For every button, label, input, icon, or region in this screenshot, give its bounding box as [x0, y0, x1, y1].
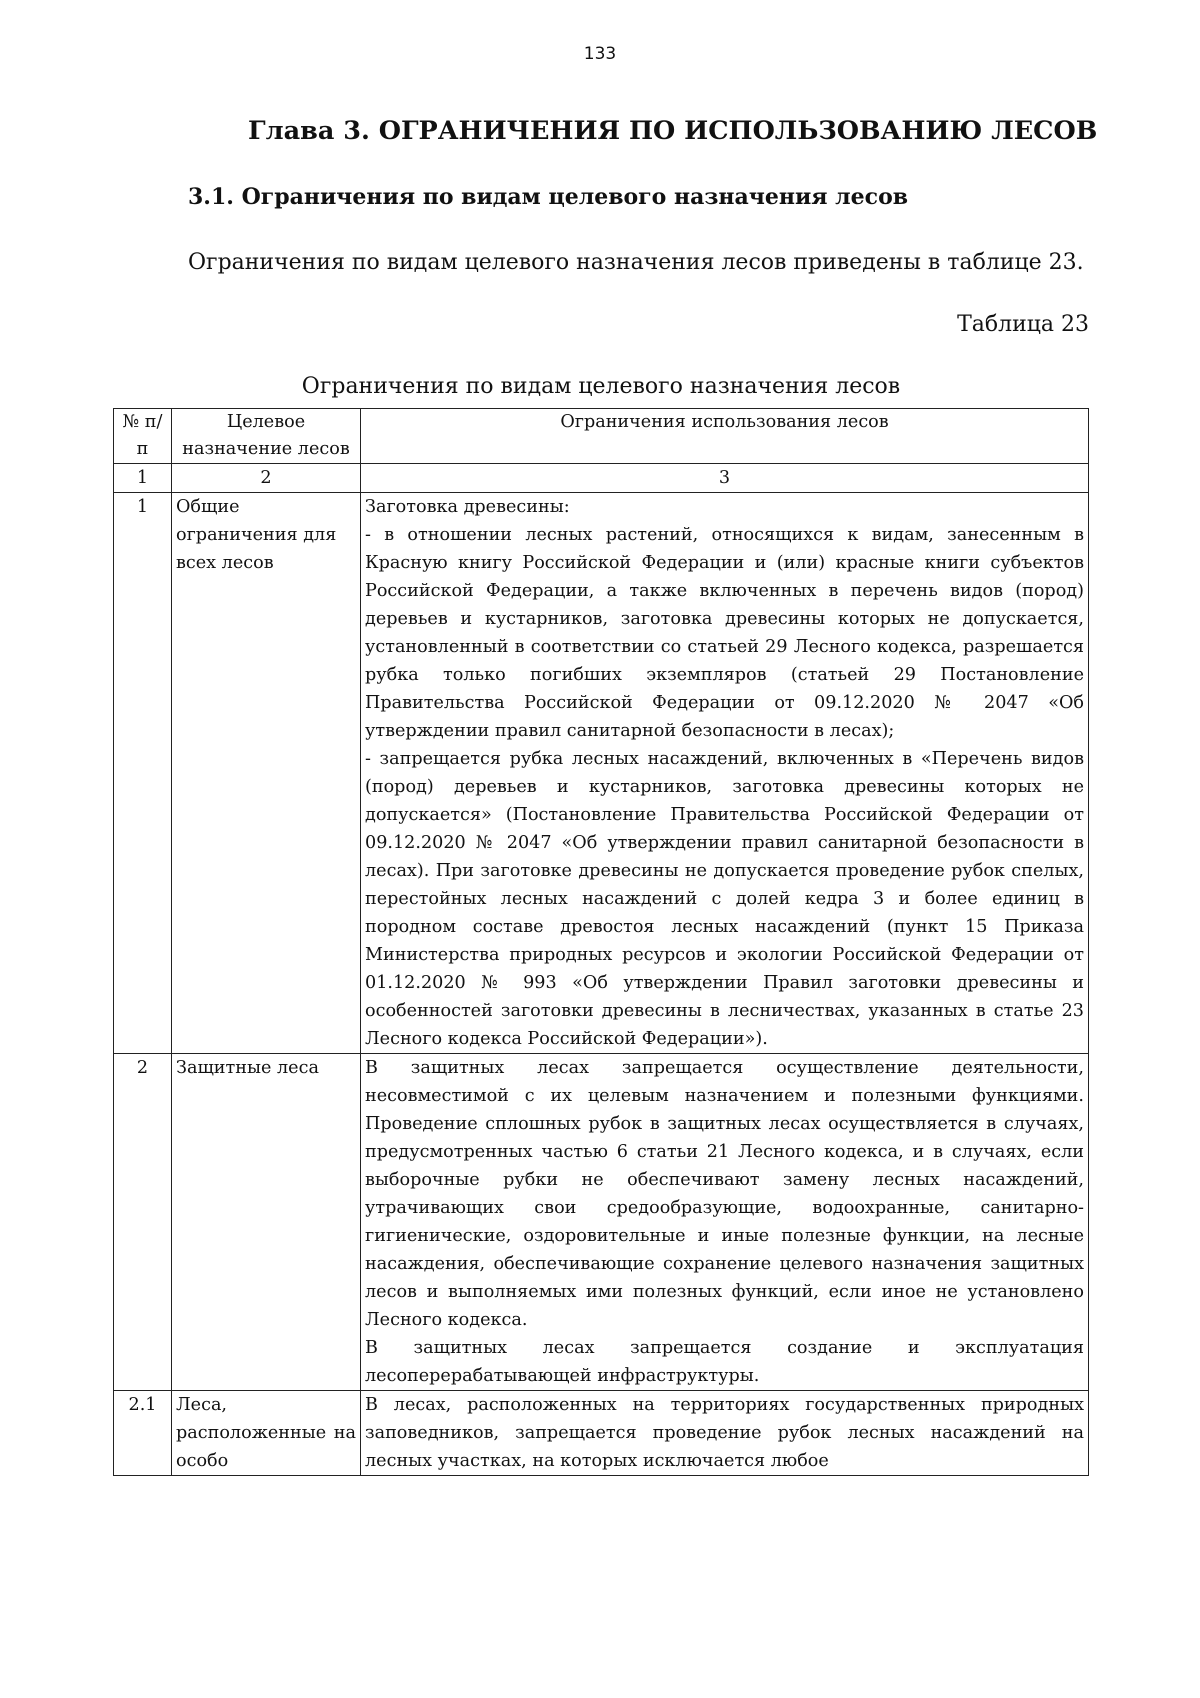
restriction-paragraph: Заготовка древесины:	[365, 497, 570, 517]
restriction-paragraph: - в отношении лесных растений, относящихся к видам, занесенным в Красную книгу Российской Федерации и (или) красные книги субъектов Российской Федерации, а также включенных в перечень видов (пород) деревьев и кустарников, заготовка древесины которых не допускается, установленный в соответствии со статьей 29 Лесного кодекса, разрешается рубка только погибших экземпляров (статьей 29 Постановление Правительства Российской Федерации от 09.12.2020 № 2047 «Об утверждении правил санитарной безопасности в лесах);	[365, 525, 1084, 741]
row-purpose-text: Леса, расположенные на особо	[176, 1395, 356, 1471]
header-restrictions: Ограничения использования лесов	[361, 409, 1089, 464]
column-number: 2	[172, 464, 361, 493]
page-number: 133	[583, 44, 617, 64]
intro-paragraph: Ограничения по видам целевого назначения лесов приведены в таблице 23.	[188, 250, 1084, 275]
restriction-paragraph: В защитных лесах запрещается осуществление деятельности, несовместимой с их целевым назначением и полезными функциями. Проведение сплошных рубок в защитных лесах осуществляется в случаях, предусмотренных частью 6 статьи 21 Лесного кодекса, и в случаях, если выборочные рубки не обеспечивают замену лесных насаждений, утрачивающих свои средообразующие, водоохранные, санитарно-гигиенические, оздоровительные и иные полезные функции, на лесные насаждения, обеспечивающие сохранение целевого назначения защитных лесов и выполняемых ими полезных функций, если иное не установлено Лесного кодекса.	[365, 1058, 1084, 1330]
restriction-paragraph: В лесах, расположенных на территориях государственных природных заповедников, запрещается проведение рубок лесных насаждений на лесных участках, на которых исключается любое	[365, 1395, 1084, 1471]
table-row	[114, 1054, 1089, 1391]
section-title: 3.1. Ограничения по видам целевого назначения лесов	[188, 184, 909, 210]
row-restrictions	[361, 1054, 1089, 1391]
row-restrictions	[361, 1391, 1089, 1476]
row-number: 2.1	[114, 1391, 172, 1476]
table-row	[114, 1391, 1089, 1476]
table-row	[114, 493, 1089, 1054]
column-number: 3	[361, 464, 1089, 493]
row-number: 1	[114, 493, 172, 1054]
row-purpose: Защитные леса	[172, 1054, 361, 1391]
table-header-row	[114, 409, 1089, 464]
restrictions-table	[113, 408, 1089, 1476]
row-restrictions	[361, 493, 1089, 1054]
column-numbers-row	[114, 464, 1089, 493]
restriction-paragraph: В защитных лесах запрещается создание и эксплуатация лесоперерабатывающей инфраструктуры.	[365, 1338, 1084, 1386]
row-purpose	[172, 1391, 361, 1476]
chapter-title: Глава 3. ОГРАНИЧЕНИЯ ПО ИСПОЛЬЗОВАНИЮ ЛЕСОВ	[248, 116, 1098, 146]
column-number: 1	[114, 464, 172, 493]
restriction-paragraph: - запрещается рубка лесных насаждений, включенных в «Перечень видов (пород) деревьев и кустарников, заготовка древесины которых не допускается» (Постановление Правительства Российской Федерации от 09.12.2020 № 2047 «Об утверждении правил санитарной безопасности в лесах). При заготовке древесины не допускается проведение рубок спелых, перестойных лесных насаждений с долей кедра 3 и более единиц в породном составе древостоя лесных насаждений (пункт 15 Приказа Министерства природных ресурсов и экологии Российской Федерации от 01.12.2020 № 993 «Об утверждении Правил заготовки древесины и особенностей заготовки древесины в лесничествах, указанных в статье 23 Лесного кодекса Российской Федерации»).	[365, 749, 1084, 1049]
header-purpose: Целевое назначение лесов	[172, 409, 361, 464]
row-number: 2	[114, 1054, 172, 1391]
table-caption: Ограничения по видам целевого назначения лесов	[301, 374, 901, 399]
header-num: № п/п	[114, 409, 172, 464]
row-purpose: Общие ограничения для всех лесов	[172, 493, 361, 1054]
table-label: Таблица 23	[957, 312, 1089, 337]
